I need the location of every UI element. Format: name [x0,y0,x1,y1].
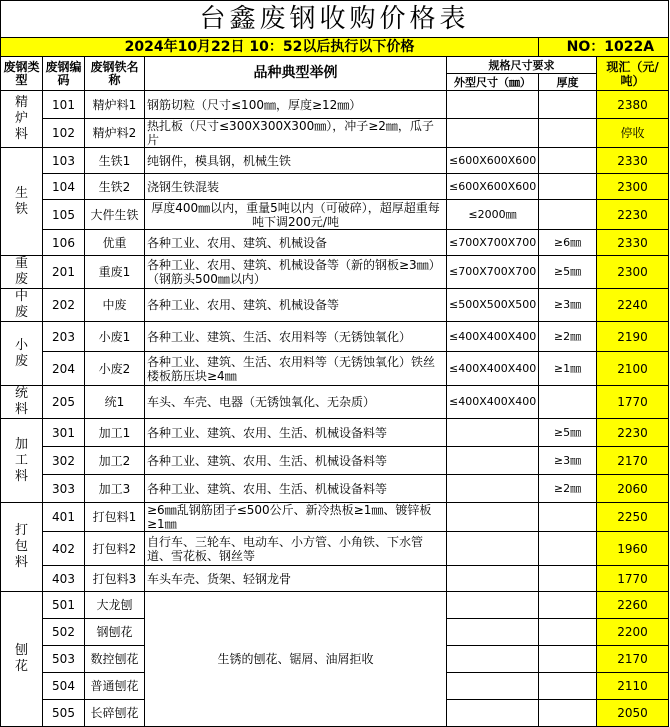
row-code: 103 [43,148,85,174]
row-thickness [539,592,597,619]
row-price: 2110 [597,673,669,700]
row-name: 数控刨花 [85,646,145,673]
row-thickness: ≥5㎜ [539,419,597,447]
row-thickness [539,700,597,727]
effective-notice: 2024年10月22日 10：52以后执行以下价格 [1,38,539,57]
row-outer-size [447,91,539,119]
row-price: 2100 [597,352,669,386]
header-thickness: 厚度 [539,74,597,91]
row-name: 打包料3 [85,566,145,592]
row-outer-size: ≤400X400X400 [447,322,539,352]
row-outer-size [447,447,539,475]
header-example: 品种典型举例 [145,57,447,91]
table-row [1,91,669,119]
row-thickness: ≥3㎜ [539,447,597,475]
row-code: 104 [43,174,85,200]
row-code: 101 [43,91,85,119]
row-price: 2300 [597,174,669,200]
row-example: 各种工业、农用、建筑、机械设备等 [145,289,447,322]
category-zhongfei-mid: 中废 [1,289,43,322]
row-price: 1770 [597,566,669,592]
row-example: 各种工业、建筑、生活、农用料等（无锈蚀氧化） [145,322,447,352]
row-name: 打包料1 [85,503,145,532]
category-jiagongliao: 加工料 [1,419,43,503]
row-thickness: ≥1㎜ [539,352,597,386]
notice-row [1,38,669,57]
row-price: 2230 [597,419,669,447]
row-name: 中废 [85,289,145,322]
row-outer-size [447,646,539,673]
row-price: 2190 [597,322,669,352]
table-row [1,230,669,256]
row-price: 1960 [597,532,669,566]
row-code: 204 [43,352,85,386]
row-name: 生铁1 [85,148,145,174]
row-example: 各种工业、建筑、农用、生活、机械设备料等 [145,475,447,503]
table-row [1,447,669,475]
row-thickness: ≥3㎜ [539,289,597,322]
row-code: 505 [43,700,85,727]
row-name: 大龙刨 [85,592,145,619]
row-example: 车头、车壳、电器（无锈蚀氧化、无杂质） [145,386,447,419]
row-thickness [539,646,597,673]
row-outer-size: ≤600X600X600 [447,174,539,200]
row-name: 加工3 [85,475,145,503]
row-price: 2170 [597,646,669,673]
row-outer-size: ≤700X700X700 [447,256,539,289]
row-price: 停收 [597,119,669,148]
row-code: 102 [43,119,85,148]
header-outer-size: 外型尺寸（㎜） [447,74,539,91]
row-outer-size: ≤600X600X600 [447,148,539,174]
row-example: 厚度400㎜以内，重量5吨以内（可破碎），超厚超重每吨下调200元/吨 [145,200,447,230]
row-example: ≥6㎜乱钢筋团子≤500公斤、新冷热板≥1㎜、镀锌板≥1㎜ [145,503,447,532]
row-code: 201 [43,256,85,289]
category-tongliao: 统料 [1,386,43,419]
header-name: 废钢铁名称 [85,57,145,91]
row-name: 大件生铁 [85,200,145,230]
header-spec: 规格尺寸要求 [447,57,597,74]
row-code: 504 [43,673,85,700]
table-row [1,148,669,174]
row-example: 浇钢生铁混装 [145,174,447,200]
row-outer-size: ≤2000㎜ [447,200,539,230]
row-price: 1770 [597,386,669,419]
row-name: 精炉料2 [85,119,145,148]
row-name: 加工2 [85,447,145,475]
row-name: 打包料2 [85,532,145,566]
row-thickness [539,673,597,700]
row-thickness [539,619,597,646]
row-price: 2380 [597,91,669,119]
table-row [1,503,669,532]
row-name: 钢刨花 [85,619,145,646]
row-code: 202 [43,289,85,322]
row-price: 2050 [597,700,669,727]
header-type: 废钢类型 [1,57,43,91]
row-code: 106 [43,230,85,256]
row-code: 303 [43,475,85,503]
row-outer-size [447,592,539,619]
table-row [1,419,669,447]
row-example: 纯钢件，模具钢，机械生铁 [145,148,447,174]
row-thickness: ≥2㎜ [539,322,597,352]
row-code: 502 [43,619,85,646]
row-price: 2060 [597,475,669,503]
row-example: 各种工业、农用、建筑、机械设备 [145,230,447,256]
table-row [1,200,669,230]
row-price: 2250 [597,503,669,532]
category-dabaoliao: 打包料 [1,503,43,592]
table-row [1,322,669,352]
row-outer-size [447,532,539,566]
row-example: 各种工业、建筑、农用、生活、机械设备料等 [145,447,447,475]
category-baohua: 刨花 [1,592,43,727]
row-example: 各种工业、建筑、农用、生活、机械设备料等 [145,419,447,447]
table-row [1,289,669,322]
row-code: 302 [43,447,85,475]
category-shengtie: 生铁 [1,148,43,256]
table-row [1,532,669,566]
row-outer-size: ≤400X400X400 [447,352,539,386]
category-zhongfei: 重废 [1,256,43,289]
row-code: 501 [43,592,85,619]
row-outer-size: ≤700X700X700 [447,230,539,256]
baohua-example: 生锈的刨花、锯屑、油屑拒收 [145,592,447,727]
row-price: 2240 [597,289,669,322]
row-thickness [539,91,597,119]
row-name: 统1 [85,386,145,419]
row-code: 401 [43,503,85,532]
row-thickness: ≥6㎜ [539,230,597,256]
row-code: 105 [43,200,85,230]
row-name: 小废1 [85,322,145,352]
row-example: 各种工业、农用、建筑、机械设备等（新的钢板≥3㎜）（钢筋头500㎜以内） [145,256,447,289]
sheet-title: 台鑫废钢收购价格表 [1,1,669,38]
row-code: 205 [43,386,85,419]
row-name: 优重 [85,230,145,256]
row-code: 203 [43,322,85,352]
row-thickness [539,566,597,592]
row-outer-size [447,566,539,592]
row-thickness: ≥5㎜ [539,256,597,289]
row-name: 小废2 [85,352,145,386]
row-example: 热扎板（尺寸≤300X300X300㎜），冲子≥2㎜，瓜子片 [145,119,447,148]
row-price: 2230 [597,200,669,230]
row-thickness [539,200,597,230]
row-outer-size [447,700,539,727]
row-code: 403 [43,566,85,592]
row-name: 长碎刨花 [85,700,145,727]
table-row [1,566,669,592]
row-outer-size [447,673,539,700]
row-thickness [539,148,597,174]
category-jinglu: 精炉料 [1,91,43,148]
table-row [1,174,669,200]
row-example: 自行车、三轮车、电动车、小方管、小角铁、下水管道、雪花板、钢丝等 [145,532,447,566]
header-code: 废钢编码 [43,57,85,91]
row-price: 2170 [597,447,669,475]
table-row [1,475,669,503]
table-row [1,352,669,386]
row-example: 车头车壳、货架、轻钢龙骨 [145,566,447,592]
row-name: 生铁2 [85,174,145,200]
row-thickness [539,532,597,566]
row-code: 402 [43,532,85,566]
table-row [1,592,669,619]
row-name: 重废1 [85,256,145,289]
table-row [1,256,669,289]
category-xiaofei: 小废 [1,322,43,386]
row-thickness [539,119,597,148]
row-price: 2300 [597,256,669,289]
row-thickness [539,503,597,532]
header-price: 现汇（元/吨） [597,57,669,91]
row-outer-size: ≤500X500X500 [447,289,539,322]
row-outer-size [447,419,539,447]
row-outer-size [447,475,539,503]
row-name: 精炉料1 [85,91,145,119]
row-outer-size [447,503,539,532]
row-example: 钢筋切粒（尺寸≤100㎜，厚度≥12㎜） [145,91,447,119]
row-outer-size [447,119,539,148]
doc-number: NO：1022A [539,38,669,57]
row-name: 普通刨花 [85,673,145,700]
table-row [1,386,669,419]
row-price: 2200 [597,619,669,646]
row-thickness: ≥2㎜ [539,475,597,503]
row-thickness [539,386,597,419]
row-outer-size [447,619,539,646]
row-thickness [539,174,597,200]
row-code: 503 [43,646,85,673]
row-name: 加工1 [85,419,145,447]
row-code: 301 [43,419,85,447]
row-price: 2330 [597,148,669,174]
row-example: 各种工业、建筑、生活、农用料等（无锈蚀氧化）铁丝楼板筋压块≥4㎜ [145,352,447,386]
table-row [1,119,669,148]
row-price: 2330 [597,230,669,256]
row-price: 2260 [597,592,669,619]
row-outer-size: ≤400X400X400 [447,386,539,419]
